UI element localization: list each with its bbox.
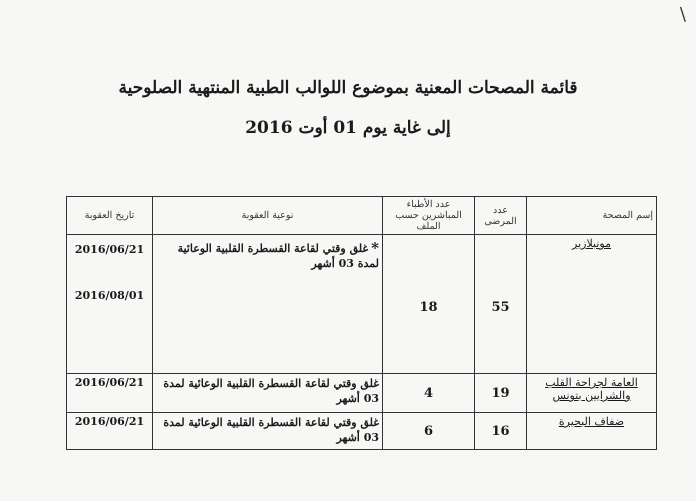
header-penalty-type: نوعية العقوبة (153, 197, 383, 235)
penalty-text: غلق وقتي لقاعة القسطرة القلبية الوعائية لمدة 03 أشهر (177, 242, 379, 270)
penalty-date-2: 2016/08/01 (74, 289, 145, 302)
table-row (67, 413, 657, 450)
penalty-date: 2016/06/21 (74, 243, 145, 256)
patients-count: 16 (475, 413, 527, 450)
penalty-cell (153, 235, 383, 374)
asterisk-mark: * (371, 239, 379, 257)
document-subtitle: إلى غاية يوم 01 أوت 2016 (245, 118, 451, 138)
header-doctors: عدد الأطباء المباشرين حسب الملف (383, 197, 475, 235)
patients-count: 55 (475, 235, 527, 374)
penalty-text: غلق وقتي لقاعة القسطرة القلبية الوعائية لمدة 03 أشهر (153, 413, 383, 450)
clinic-name: العامة لجراحة القلب والشرايين بتونس (527, 374, 657, 413)
clinic-name: ضفاف البحيرة (527, 413, 657, 450)
table-row (67, 374, 657, 413)
patients-count: 19 (475, 374, 527, 413)
penalty-date: 2016/06/21 (67, 374, 153, 413)
table-header-row (67, 197, 657, 235)
doctors-count: 6 (383, 413, 475, 450)
header-patients: عدد المرضى (475, 197, 527, 235)
clinic-name: مونبلازير (527, 235, 657, 374)
penalty-text: غلق وقتي لقاعة القسطرة القلبية الوعائية لمدة 03 أشهر (153, 374, 383, 413)
header-penalty-date: تاريخ العقوبة (67, 197, 153, 235)
clinics-table (66, 196, 657, 450)
corner-mark: \ (679, 4, 686, 25)
doctors-count: 18 (383, 235, 475, 374)
doctors-count: 4 (383, 374, 475, 413)
document-title: قائمة المصحات المعنية بموضوع اللوالب الطبية المنتهية الصلوحية (118, 78, 578, 98)
table-row (67, 235, 657, 374)
header-clinic: إسم المصحة (527, 197, 657, 235)
date-cell (67, 235, 153, 374)
penalty-date: 2016/06/21 (67, 413, 153, 450)
